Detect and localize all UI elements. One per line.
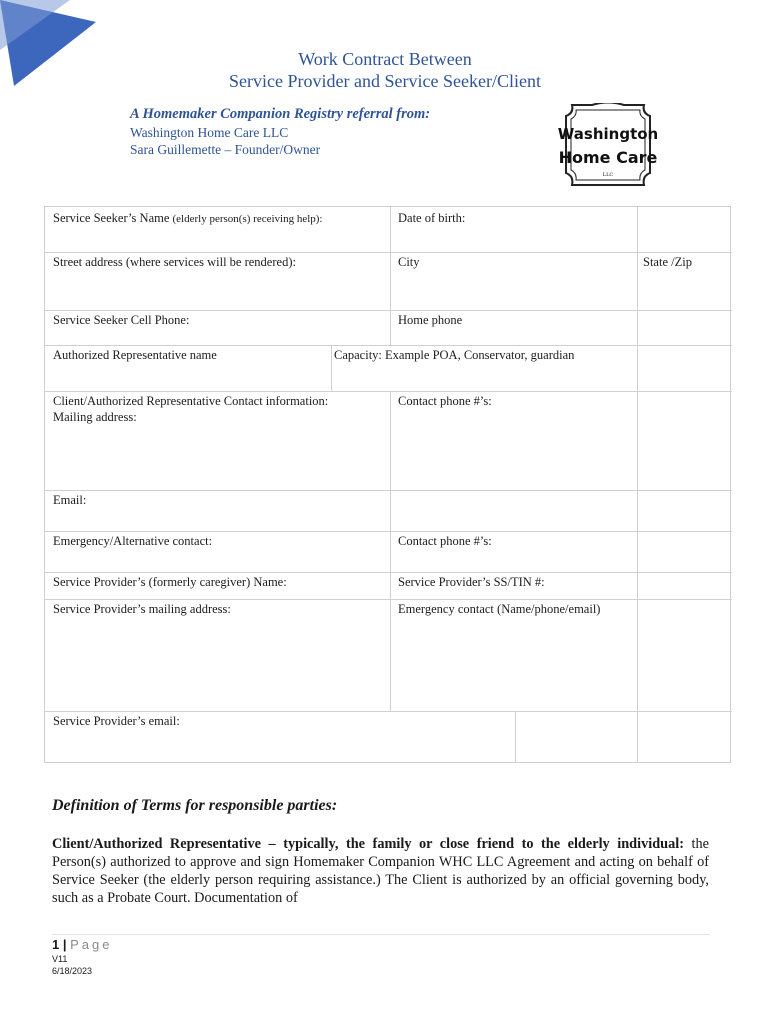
provider-email-field[interactable]	[53, 713, 180, 729]
provider-name-label: Service Provider’s (formerly caregiver) Name:	[53, 575, 287, 589]
definition-paragraph	[52, 835, 709, 907]
emergency-phones-label: Contact phone #’s:	[398, 534, 492, 548]
contract-form-table	[44, 206, 731, 763]
page-number-value: 1	[52, 937, 60, 952]
version-date: 6/18/2023	[52, 966, 93, 976]
emergency-contact-field[interactable]	[53, 533, 212, 549]
capacity-field[interactable]	[334, 347, 574, 363]
seeker-cell-phone-field[interactable]	[53, 312, 189, 328]
company-name: Washington Home Care LLC	[130, 125, 289, 140]
city-label: City	[398, 255, 420, 269]
definitions-heading: Definition of Terms for responsible parties:	[52, 797, 338, 814]
seeker-cell-phone-label: Service Seeker Cell Phone:	[53, 313, 190, 327]
version-label: V11	[52, 954, 68, 964]
capacity-label: Capacity: Example POA, Conservator, guardian	[334, 348, 575, 362]
page-word: Page	[70, 937, 113, 952]
provider-name-field[interactable]	[53, 574, 287, 590]
company-block	[130, 124, 320, 158]
provider-emergency-label: Emergency contact (Name/phone/email)	[398, 602, 601, 616]
state-zip-label: State /Zip	[643, 255, 692, 269]
founder-name: Sara Guillemette – Founder/Owner	[130, 142, 321, 157]
document-title-line1: Work Contract Between	[298, 49, 472, 69]
mailing-address-label: Mailing address:	[53, 410, 137, 424]
provider-email-label: Service Provider’s email:	[53, 714, 180, 728]
dob-field[interactable]	[398, 210, 465, 226]
contact-phones-label: Contact phone #’s:	[398, 394, 492, 408]
authorized-rep-field[interactable]	[53, 347, 217, 363]
seeker-name-label: Service Seeker’s Name	[53, 211, 170, 225]
emergency-contact-label: Emergency/Alternative contact:	[53, 534, 213, 548]
page-number	[52, 937, 113, 952]
provider-ss-tin-label: Service Provider’s SS/TIN #:	[398, 575, 545, 589]
street-address-label: Street address (where services will be rendered):	[53, 255, 296, 269]
svg-text:LLC: LLC	[602, 172, 614, 178]
provider-mailing-field[interactable]	[53, 601, 231, 617]
home-phone-label: Home phone	[398, 313, 463, 327]
home-phone-field[interactable]	[398, 312, 462, 328]
dob-label: Date of birth:	[398, 211, 466, 225]
provider-emergency-field[interactable]	[398, 601, 600, 617]
washington-home-care-logo	[558, 103, 658, 189]
city-field[interactable]	[398, 254, 420, 270]
email-label: Email:	[53, 493, 87, 507]
page-separator: |	[62, 937, 67, 952]
authorized-rep-label: Authorized Representative name	[53, 348, 217, 362]
svg-text:Washington: Washington	[558, 125, 658, 143]
referral-heading: A Homemaker Companion Registry referral from:	[130, 106, 431, 122]
seeker-name-field[interactable]	[53, 210, 322, 227]
definition-term: Client/Authorized Representative – typically, the family or close friend to the elderly individual:	[52, 836, 684, 852]
svg-text:Home Care: Home Care	[558, 148, 658, 167]
version-block	[52, 953, 92, 977]
footer-divider	[52, 934, 710, 935]
client-contact-field[interactable]	[53, 393, 328, 425]
emergency-phones-field[interactable]	[398, 533, 492, 549]
document-title-line2: Service Provider and Service Seeker/Client	[229, 71, 541, 91]
contact-phones-field[interactable]	[398, 393, 492, 409]
definition-body: the Person(s) authorized to approve and sign Homemaker Companion WHC LLC Agreement and acting on behalf of Service Seeker (the elderly person requiring assistance.) The Client is authorized by an official governing body, such as a Probate Court. Documentation of	[52, 836, 709, 906]
seeker-name-note: (elderly person(s) receiving help):	[172, 213, 323, 225]
email-field[interactable]	[53, 492, 86, 508]
client-contact-label: Client/Authorized Representative Contact information:	[53, 394, 329, 408]
street-address-field[interactable]	[53, 254, 296, 270]
provider-ss-tin-field[interactable]	[398, 574, 545, 590]
state-zip-field[interactable]	[643, 254, 692, 270]
provider-mailing-label: Service Provider’s mailing address:	[53, 602, 231, 616]
